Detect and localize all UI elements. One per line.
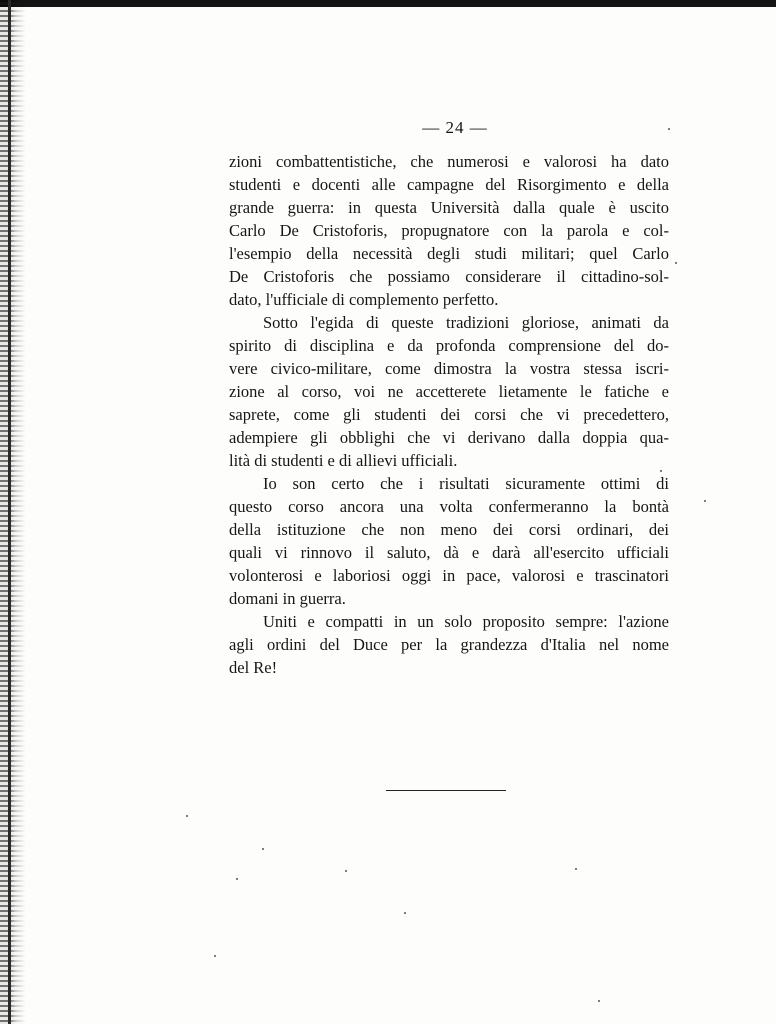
scan-speck <box>345 870 347 872</box>
paragraph-1 <box>229 150 669 311</box>
left-margin-line <box>8 0 11 1024</box>
text-line: l'esempio della necessità degli studi militari; quel Carlo <box>229 244 669 263</box>
paragraph-3 <box>229 472 669 610</box>
top-scan-border <box>0 0 776 7</box>
text-line: vere civico-militare, come dimostra la vostra stessa iscri- <box>229 359 669 378</box>
scan-speck <box>214 955 216 957</box>
text-line: zione al corso, voi ne accetterete lietamente le fatiche e <box>229 382 669 401</box>
text-line: De Cristoforis che possiamo considerare il cittadino-sol- <box>229 267 669 286</box>
scan-speck <box>236 878 238 880</box>
text-line: quali vi rinnovo il saluto, dà e darà all'esercito ufficiali <box>229 543 669 562</box>
text-line: zioni combattentistiche, che numerosi e valorosi ha dato <box>229 152 669 171</box>
scan-speck <box>262 848 264 850</box>
text-line: della istituzione che non meno dei corsi ordinari, dei <box>229 520 669 539</box>
text-line: lità di studenti e di allievi ufficiali. <box>229 451 458 470</box>
scan-speck <box>704 500 706 502</box>
paragraph-2 <box>229 311 669 472</box>
scan-speck <box>404 912 406 914</box>
text-line: Sotto l'egida di queste tradizioni gloriose, animati da <box>263 313 669 332</box>
text-line: spirito di disciplina e da profonda comprensione del do- <box>229 336 669 355</box>
closing-rule <box>386 790 506 791</box>
scan-speck <box>598 1000 600 1002</box>
scan-speck <box>186 815 188 817</box>
text-line: studenti e docenti alle campagne del Risorgimento e della <box>229 175 669 194</box>
text-line: Carlo De Cristoforis, propugnatore con la parola e col- <box>229 221 669 240</box>
text-line: saprete, come gli studenti dei corsi che vi precedettero, <box>229 405 669 424</box>
text-line: volonterosi e laboriosi oggi in pace, valorosi e trascinatori <box>229 566 669 585</box>
scan-speck <box>675 262 677 264</box>
paragraph-4 <box>229 610 669 679</box>
scan-speck <box>575 868 577 870</box>
left-binding-edge <box>0 0 26 1024</box>
text-line: Uniti e compatti in un solo proposito sempre: l'azione <box>263 612 669 631</box>
page-number: — 24 — <box>422 118 488 137</box>
scan-speck <box>660 470 662 472</box>
text-line: agli ordini del Duce per la grandezza d'Italia nel nome <box>229 635 669 654</box>
body-text <box>229 150 669 679</box>
text-line: questo corso ancora una volta confermeranno la bontà <box>229 497 669 516</box>
text-line: del Re! <box>229 658 278 677</box>
text-line: adempiere gli obblighi che vi derivano dalla doppia qua- <box>229 428 669 447</box>
text-line: Io son certo che i risultati sicuramente ottimi di <box>263 474 669 493</box>
text-line: domani in guerra. <box>229 589 346 608</box>
scan-speck <box>668 128 670 130</box>
text-line: dato, l'ufficiale di complemento perfetto. <box>229 290 499 309</box>
text-line: grande guerra: in questa Università dalla quale è uscito <box>229 198 669 217</box>
